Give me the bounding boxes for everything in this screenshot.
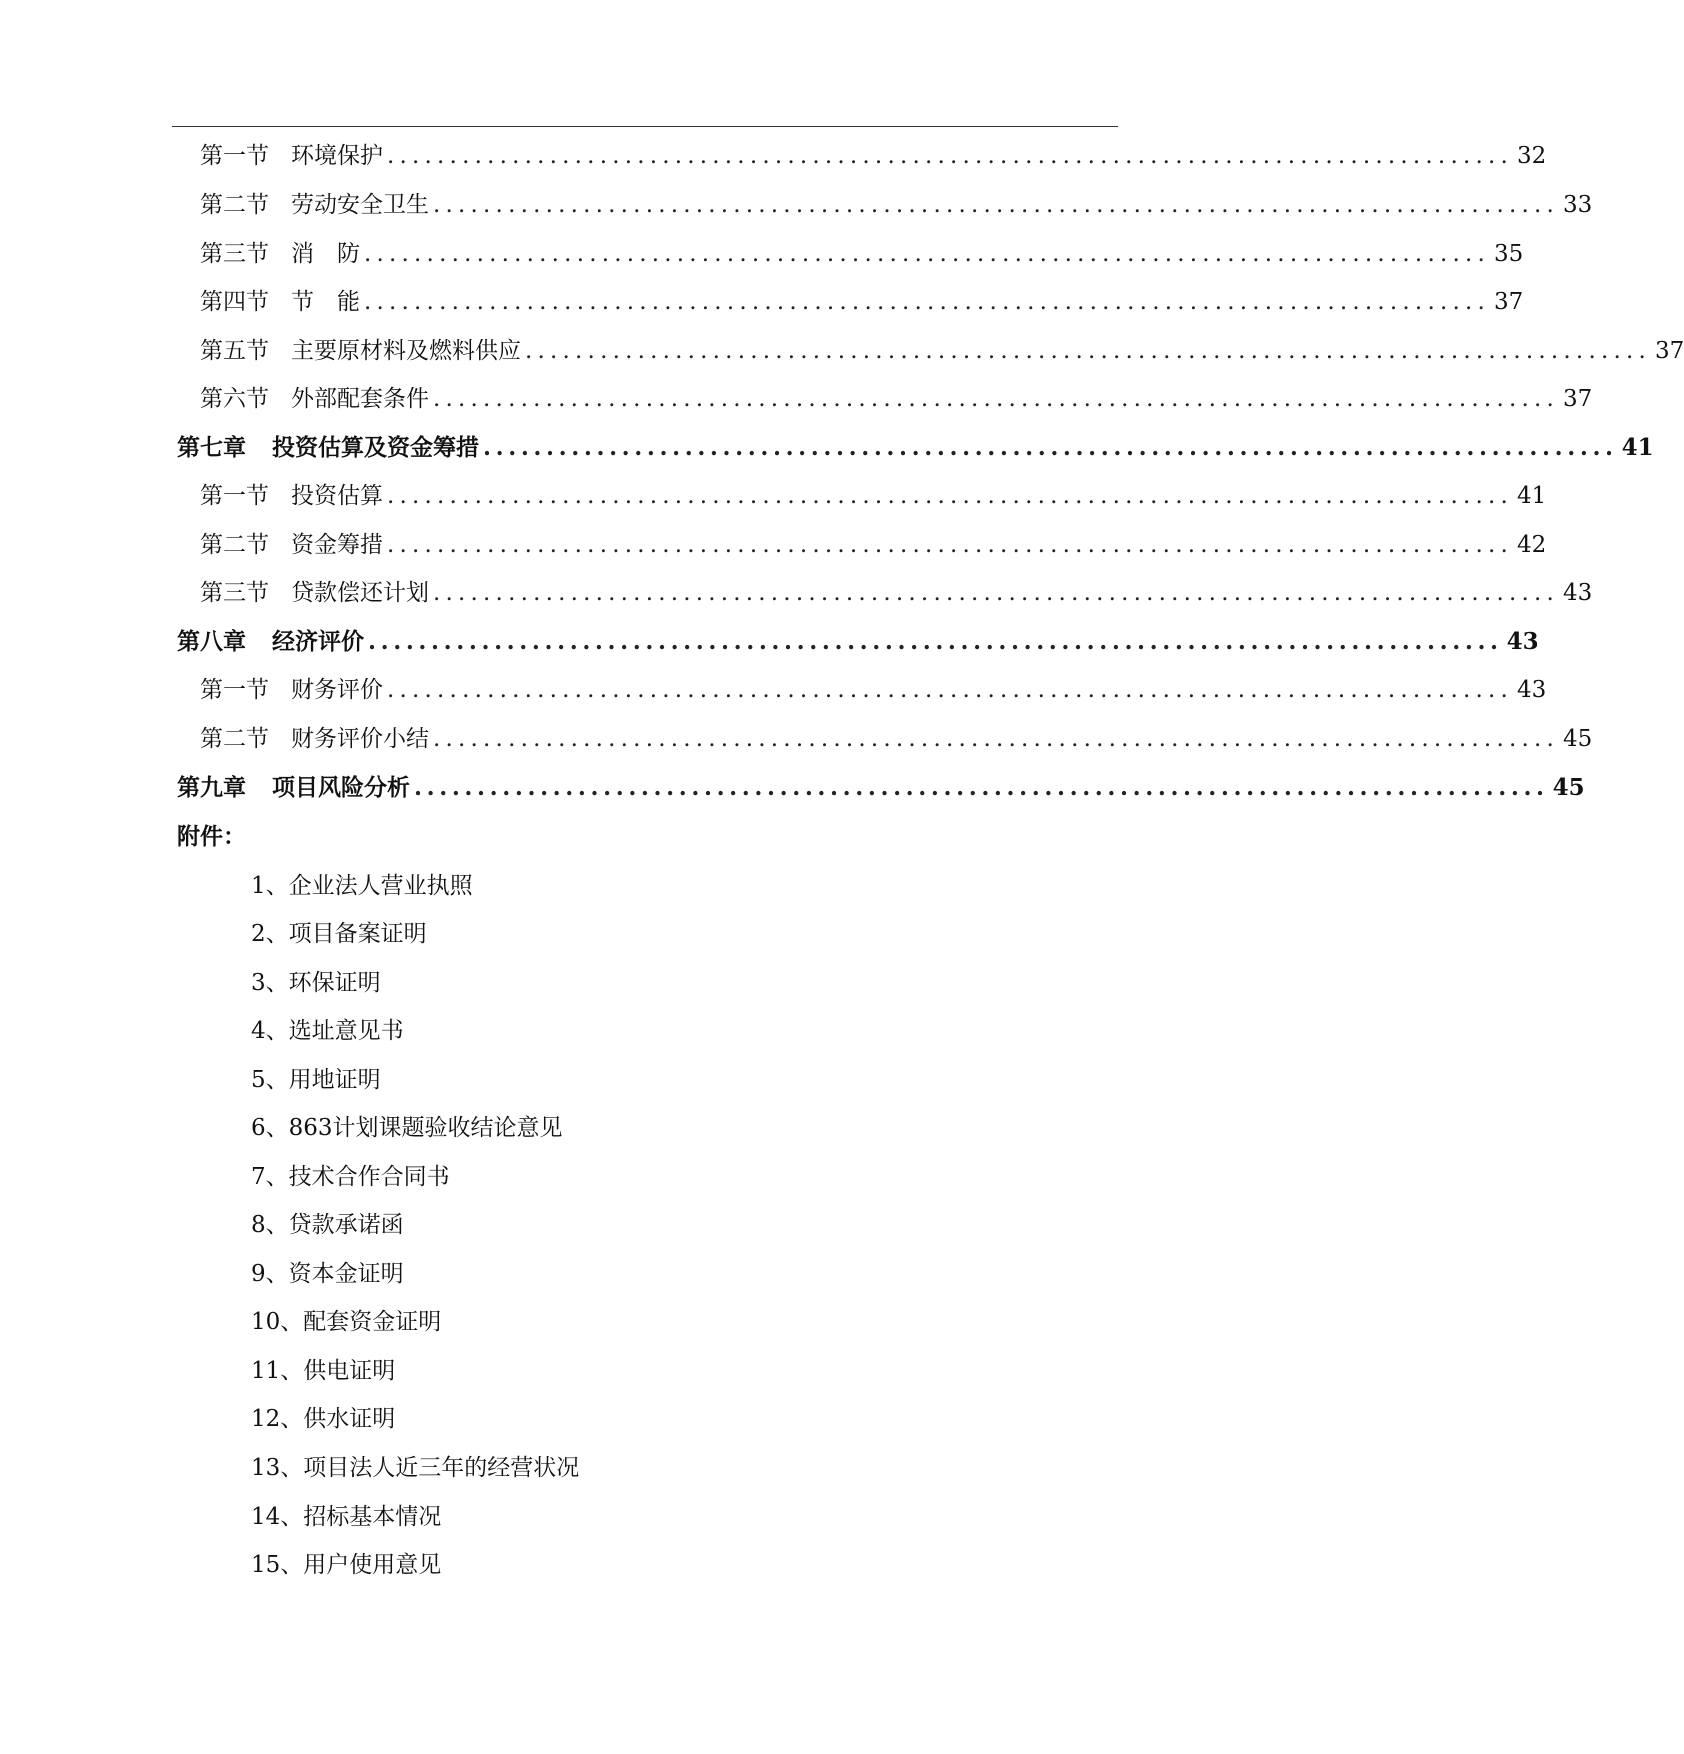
toc-entry[interactable] [200,528,1547,562]
dot-leader: .......................................................................................... [368,628,1503,655]
toc-entry[interactable] [200,722,1593,756]
attachment-item: 11、供电证明 [251,1358,396,1384]
attachment-item: 6、863计划课题验收结论意见 [251,1115,563,1141]
attachment-item: 8、贷款承诺函 [251,1212,404,1238]
toc-entry-number: 第二节 [200,532,269,558]
toc-entry-label [200,576,429,610]
toc-entry-label [200,382,429,416]
toc-entry-label [177,431,479,465]
dot-leader: .......................................................................................... [433,192,1559,218]
toc-entry-number: 第八章 [177,628,246,655]
toc-entry[interactable] [200,479,1547,513]
attachment-item: 13、项目法人近三年的经营状况 [251,1455,580,1481]
toc-entry-title: 主要原材料及燃料供应 [291,338,521,364]
dot-leader: .......................................................................................... [414,774,1549,801]
dot-leader: .......................................................................................... [433,726,1559,752]
toc-entry-label [200,139,383,173]
toc-entry[interactable] [200,382,1593,416]
toc-entry-title: 环境保护 [291,143,383,169]
toc-entry-label [200,528,383,562]
toc-entry-number: 第九章 [177,774,246,801]
toc-entry-label [200,334,521,368]
dot-leader: .......................................................................................... [364,289,1490,315]
dot-leader: .......................................................................................... [483,434,1618,461]
toc-entry-title: 外部配套条件 [291,386,429,412]
toc-entry-title: 贷款偿还计划 [291,580,429,606]
toc-entry-number: 第三节 [200,241,269,267]
toc-entry-title: 财务评价 [291,677,383,703]
toc-entry-number: 第五节 [200,338,269,364]
dot-leader: .......................................................................................... [387,483,1513,509]
toc-entry[interactable] [200,285,1524,319]
toc-entry[interactable] [200,673,1547,707]
toc-entry-page: 37 [1563,386,1593,412]
toc-entry-title: 资金筹措 [291,532,383,558]
dot-leader: .......................................................................................... [525,338,1651,364]
attachment-item: 10、配套资金证明 [251,1309,442,1335]
toc-entry-number: 第二节 [200,192,269,218]
toc-entry-label [200,188,429,222]
toc-entry-label [200,722,429,756]
attachment-item: 15、用户使用意见 [251,1552,442,1578]
toc-entry-title: 投资估算 [291,483,383,509]
toc-entry[interactable] [200,576,1593,610]
toc-entry-page: 43 [1517,677,1547,703]
toc-entry-label [177,771,410,805]
attachment-item: 3、环保证明 [251,970,381,996]
toc-entry-title: 节 能 [291,289,360,315]
toc-entry[interactable] [200,188,1593,222]
toc-chapter-entry[interactable] [177,625,1539,659]
toc-entry-number: 第一节 [200,483,269,509]
dot-leader: .......................................................................................... [387,677,1513,703]
attachment-item: 2、项目备案证明 [251,921,427,947]
toc-entry-number: 第六节 [200,386,269,412]
toc-entry-number: 第七章 [177,434,246,461]
toc-entry-number: 第四节 [200,289,269,315]
toc-chapter-entry[interactable] [177,771,1585,805]
toc-entry-number: 第三节 [200,580,269,606]
attachment-item: 12、供水证明 [251,1406,396,1432]
toc-entry-label [200,285,360,319]
toc-entry-page: 43 [1506,628,1539,655]
toc-entry-page: 45 [1563,726,1593,752]
toc-entry-label [200,479,383,513]
attachment-item: 7、技术合作合同书 [251,1164,450,1190]
toc-entry-page: 33 [1563,192,1593,218]
toc-entry-label [177,625,364,659]
toc-entry-page: 37 [1494,289,1524,315]
attachment-item: 4、选址意见书 [251,1018,404,1044]
dot-leader: .......................................................................................... [387,532,1513,558]
toc-entry-page: 45 [1552,774,1585,801]
toc-entry-title: 项目风险分析 [272,774,410,801]
toc-entry-label [200,673,383,707]
toc-entry-number: 第一节 [200,677,269,703]
toc-chapter-entry[interactable] [177,431,1654,465]
toc-entry-label [200,237,360,271]
toc-entry-page: 42 [1517,532,1547,558]
toc-entry-number: 第二节 [200,726,269,752]
toc-entry-page: 41 [1517,483,1547,509]
toc-entry-page: 32 [1517,143,1547,169]
toc-entry-page: 37 [1655,338,1684,364]
attachment-item: 14、招标基本情况 [251,1504,442,1530]
toc-entry-title: 消 防 [291,241,360,267]
attachments-heading: 附件： [177,823,246,850]
dot-leader: .......................................................................................... [364,241,1490,267]
toc-entry-title: 劳动安全卫生 [291,192,429,218]
attachment-item: 9、资本金证明 [251,1261,404,1287]
toc-entry-title: 投资估算及资金筹措 [272,434,479,461]
toc-entry-title: 经济评价 [272,628,364,655]
toc-entry[interactable] [200,237,1524,271]
toc-entry-number: 第一节 [200,143,269,169]
toc-entry-title: 财务评价小结 [291,726,429,752]
dot-leader: .......................................................................................... [433,386,1559,412]
toc-entry-page: 41 [1621,434,1654,461]
attachment-item: 1、企业法人营业执照 [251,873,473,899]
toc-entry[interactable] [200,334,1684,368]
toc-entry-page: 35 [1494,241,1524,267]
dot-leader: .......................................................................................... [433,580,1559,606]
toc-entry[interactable] [200,139,1547,173]
toc-entry-page: 43 [1563,580,1593,606]
attachment-item: 5、用地证明 [251,1067,381,1093]
dot-leader: .......................................................................................... [387,143,1513,169]
